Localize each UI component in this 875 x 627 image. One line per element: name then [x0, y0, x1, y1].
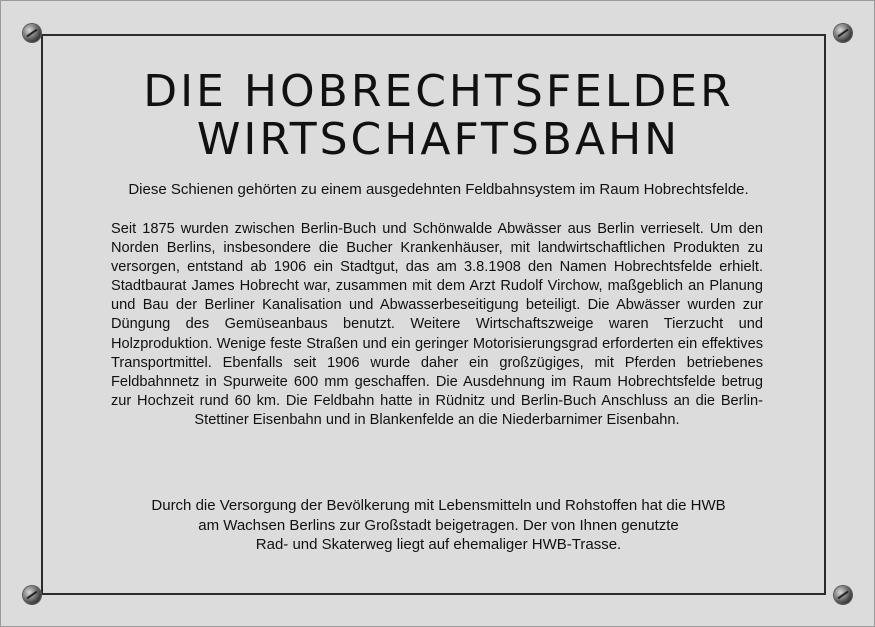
plaque-body-text: Seit 1875 wurden zwischen Berlin-Buch und Schönwalde Abwässer aus Berlin verrieselt. Um den Norden Berlins, insbesondere die Bucher Krankenhäuser, mit landwirtschaftlichen Produkten zu versorgen, entstand ab 1906 ein Stadtgut, das am 3.8.1908 den Namen Hobrechtsfelde erhielt. Stadtbaurat James Hobrecht war, zusammen mit dem Arzt Rudolf Virchow, maßgeblich an Planung und Bau der Berliner Kanalisation und Abwasserbeseitigung beteiligt. Die Abwässer wurden zur Düngung des Gemüseanbaus benutzt. Weitere Wirtschaftszweige waren Tierzucht und Holzproduktion. Wenige feste Straßen und ein geringer Motorisierungsgrad erforderten ein effektives Transportmittel. Ebenfalls seit 1906 wurde daher ein großzügiges, mit Pferden betriebenes Feldbahnnetz in Spurweite 600 mm geschaffen. Die Ausdehnung im Raum Hobrechtsfelde betrug zur Hochzeit rund 60 km. Die Feldbahn hatte in Rüdnitz und Berlin-Buch Anschluss an die Berlin-Stettiner Eisenbahn und in Blankenfelde an die Niederbarnimer Eisenbahn. [111, 221, 763, 428]
closing-line-1: Durch die Versorgung der Bevölkerung mit Lebensmitteln und Rohstoffen hat die HWB [151, 497, 726, 514]
screw-icon [834, 24, 852, 42]
plaque-closing [96, 496, 781, 555]
screw-icon [23, 586, 41, 604]
closing-line-2: am Wachsen Berlins zur Großstadt beigetragen. Der von Ihnen genutzte [198, 516, 679, 534]
screw-icon [834, 586, 852, 604]
plaque-intro: Diese Schienen gehörten zu einem ausgedehnten Feldbahnsystem im Raum Hobrechtsfelde. [128, 181, 749, 198]
screw-icon [23, 24, 41, 42]
plaque-title-line2: WIRTSCHAFTSBAHN [196, 114, 681, 165]
closing-line-3: Rad- und Skaterweg liegt auf ehemaliger HWB-Trasse. [255, 536, 622, 553]
plaque-title-line1: DIE HOBRECHTSFELDER [143, 66, 734, 117]
